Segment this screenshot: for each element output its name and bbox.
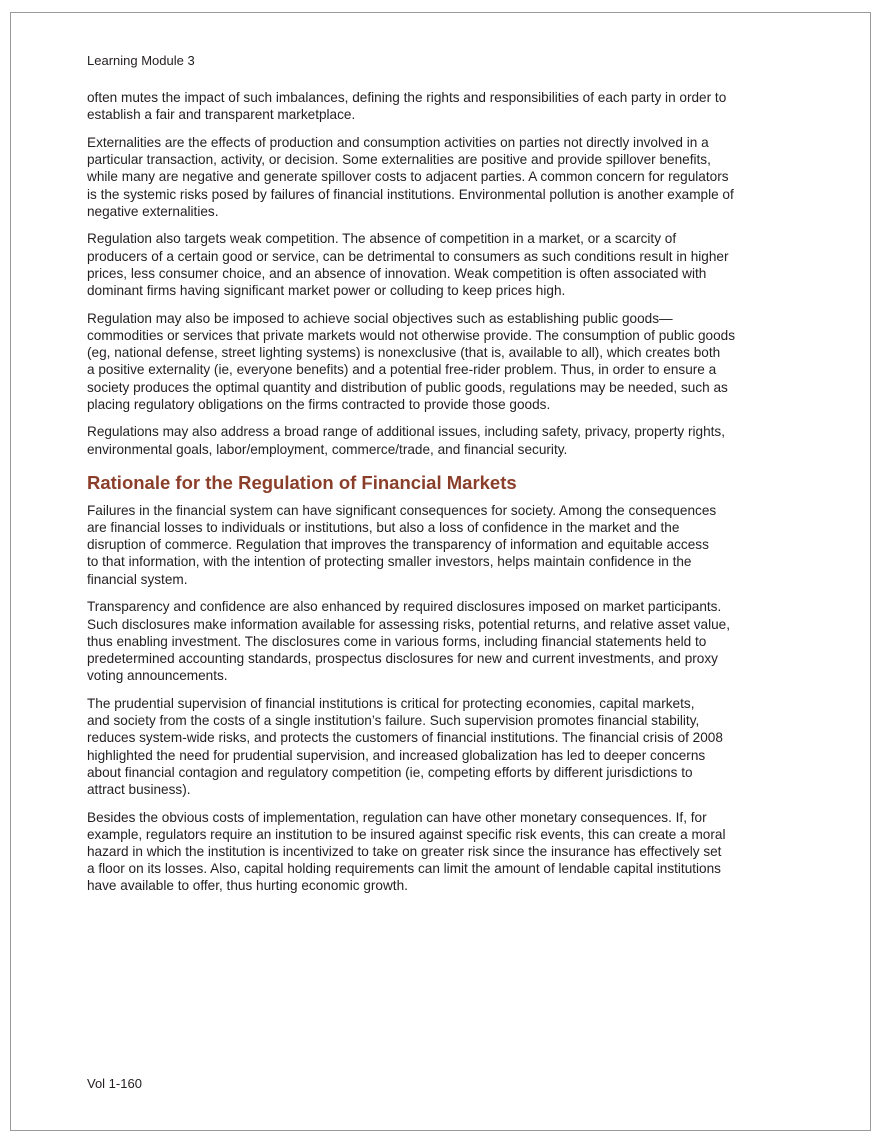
text-line: Regulation may also be imposed to achieve social objectives such as establishing public goods— bbox=[87, 310, 673, 326]
text-line: while many are negative and generate spillover costs to adjacent parties. A common concern for regulators bbox=[87, 169, 729, 185]
text-line: about financial contagion and regulatory competition (ie, competing efforts by different jurisdictions to bbox=[87, 764, 693, 780]
text-line: and society from the costs of a single institution’s failure. Such supervision promotes financial stability, bbox=[87, 713, 700, 729]
text-line: a floor on its losses. Also, capital holding requirements can limit the amount of lendable capital institutions bbox=[87, 861, 721, 877]
text-line: attract business). bbox=[87, 781, 191, 797]
text-line: Rationale for the Regulation of Financial Markets bbox=[87, 471, 517, 493]
text-line: establish a fair and transparent marketplace. bbox=[87, 107, 356, 123]
paragraph bbox=[87, 230, 787, 299]
text-line: voting announcements. bbox=[87, 668, 228, 684]
paragraph bbox=[87, 134, 787, 220]
paragraph bbox=[87, 809, 787, 895]
text-line: Regulation also targets weak competition. The absence of competition in a market, or a scarcity of bbox=[87, 231, 677, 247]
paragraph bbox=[87, 310, 787, 413]
text-line: is the systemic risks posed by failures of financial institutions. Environmental pollution is another example of bbox=[87, 186, 734, 202]
text-line: Regulations may also address a broad range of additional issues, including safety, privacy, property rights, bbox=[87, 424, 725, 440]
paragraph bbox=[87, 89, 787, 123]
text-line: (eg, national defense, street lighting systems) is nonexclusive (that is, available to all), which creates both bbox=[87, 345, 721, 361]
text-line: Transparency and confidence are also enhanced by required disclosures imposed on market participants. bbox=[87, 599, 722, 615]
text-line: negative externalities. bbox=[87, 203, 219, 219]
text-line: to that information, with the intention of protecting smaller investors, helps maintain confidence in the bbox=[87, 554, 692, 570]
text-line: Failures in the financial system can have significant consequences for society. Among the consequences bbox=[87, 502, 717, 518]
text-line: dominant firms having significant market power or colluding to keep prices high. bbox=[87, 283, 566, 299]
text-line: The prudential supervision of financial institutions is critical for protecting economies, capital markets, bbox=[87, 695, 695, 711]
text-line: placing regulatory obligations on the firms contracted to provide those goods. bbox=[87, 396, 551, 412]
text-line: financial system. bbox=[87, 571, 188, 587]
text-line: a positive externality (ie, everyone benefits) and a potential free-rider problem. Thus, in order to ensure a bbox=[87, 362, 717, 378]
page-number: Vol 1-160 bbox=[87, 1076, 142, 1091]
text-line: example, regulators require an institution to be insured against specific risk events, this can create a moral bbox=[87, 826, 726, 842]
text-line: reduces system-wide risks, and protects the customers of financial institutions. The financial crisis of 2008 bbox=[87, 730, 723, 746]
text-line: producers of a certain good or service, can be detrimental to consumers as such conditions result in higher bbox=[87, 248, 729, 264]
text-line: often mutes the impact of such imbalances, defining the rights and responsibilities of each party in order to bbox=[87, 90, 727, 105]
text-line: prices, less consumer choice, and an absence of innovation. Weak competition is often associated with bbox=[87, 265, 707, 281]
paragraph bbox=[87, 423, 787, 457]
text-line: Externalities are the effects of production and consumption activities on parties not directly involved in a bbox=[87, 134, 709, 150]
text-line: commodities or services that private markets would not otherwise provide. The consumption of public goods bbox=[87, 327, 736, 343]
text-line: are financial losses to individuals or institutions, but also a loss of confidence in the market and the bbox=[87, 520, 680, 536]
text-line: Besides the obvious costs of implementation, regulation can have other monetary consequences. If, for bbox=[87, 809, 707, 825]
text-line: thus enabling investment. The disclosures come in various forms, including financial statements held to bbox=[87, 633, 707, 649]
running-header: Learning Module 3 bbox=[87, 53, 195, 68]
text-line: hazard in which the institution is incentivized to take on greater risk since the insurance has effectively set bbox=[87, 844, 722, 860]
document-body bbox=[87, 89, 787, 905]
text-line: environmental goals, labor/employment, commerce/trade, and financial security. bbox=[87, 441, 568, 457]
text-line: have available to offer, thus hurting economic growth. bbox=[87, 878, 408, 894]
text-line: particular transaction, activity, or decision. Some externalities are positive and provide spillover benefits, bbox=[87, 152, 711, 168]
paragraph bbox=[87, 598, 787, 684]
text-line: predetermined accounting standards, prospectus disclosures for new and current investments, and proxy bbox=[87, 650, 718, 666]
section-heading bbox=[87, 472, 787, 494]
text-line: Such disclosures make information available for assessing risks, potential returns, and relative asset value, bbox=[87, 616, 730, 632]
text-line: highlighted the need for prudential supervision, and increased globalization has led to deeper concerns bbox=[87, 747, 706, 763]
paragraph bbox=[87, 695, 787, 798]
text-line: society produces the optimal quantity and distribution of public goods, regulations may be needed, such as bbox=[87, 379, 728, 395]
text-line: disruption of commerce. Regulation that improves the transparency of information and equitable access bbox=[87, 537, 709, 553]
paragraph bbox=[87, 502, 787, 588]
